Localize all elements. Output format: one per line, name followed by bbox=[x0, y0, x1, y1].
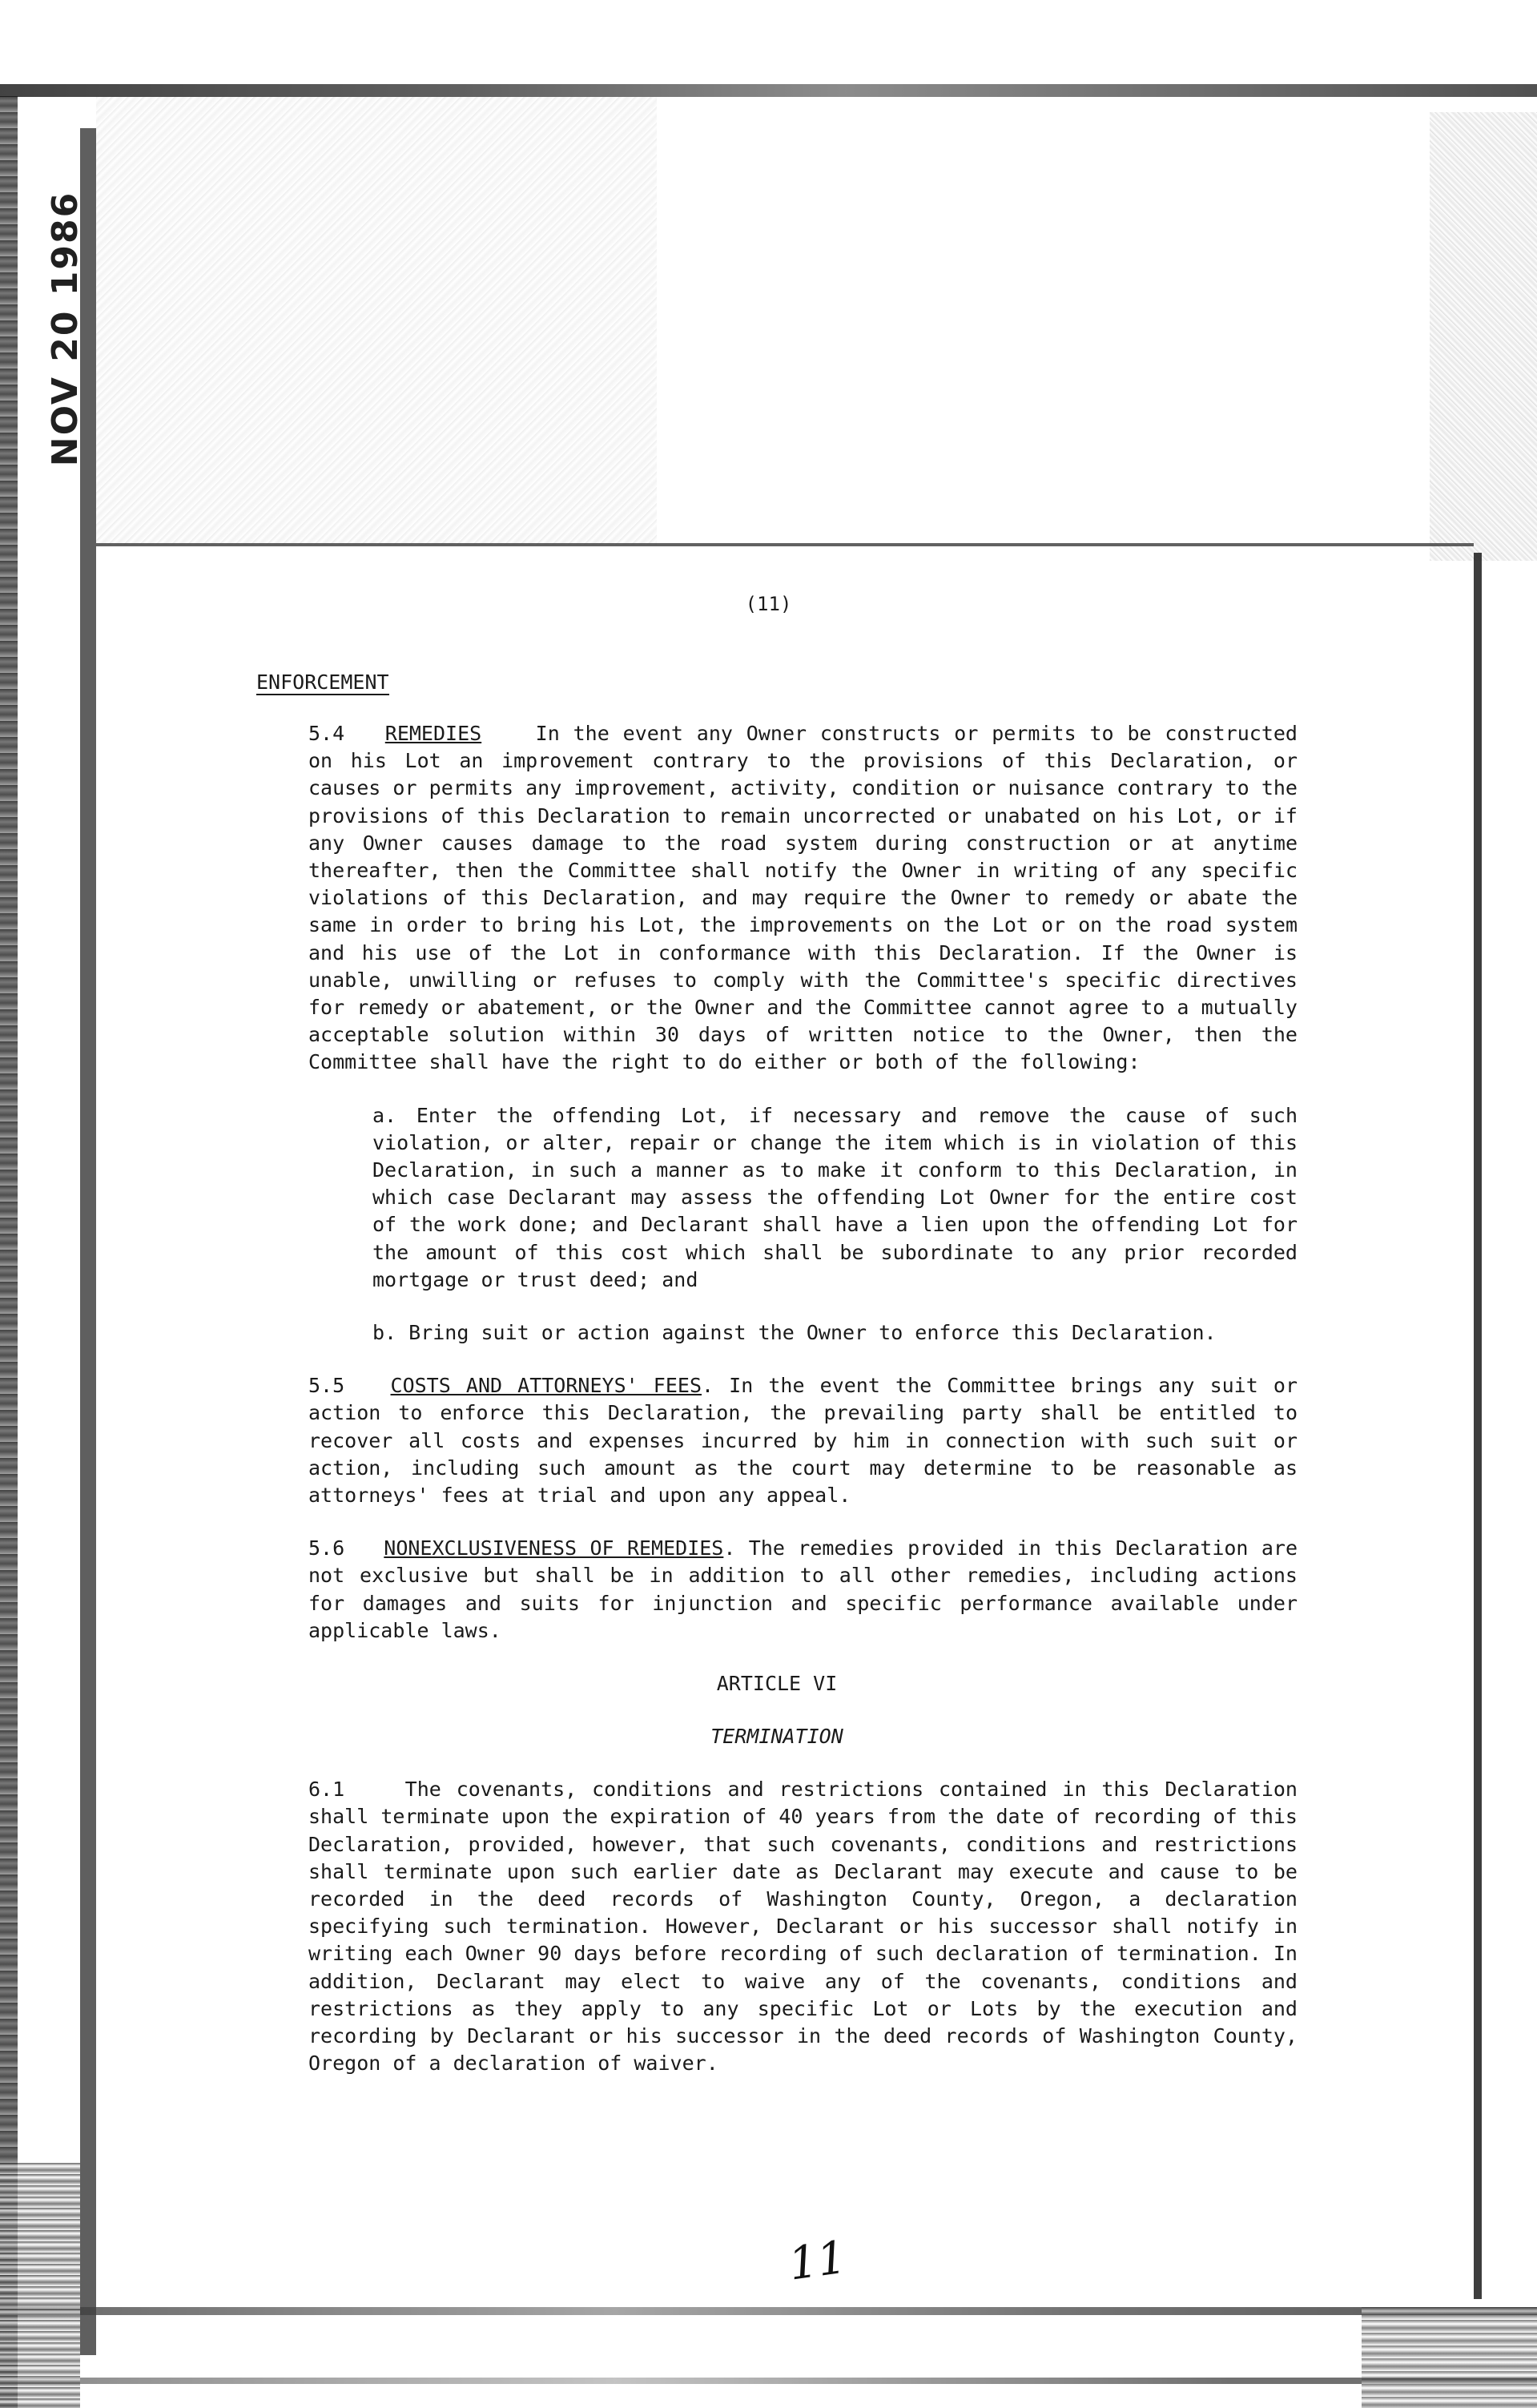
section-heading-text: ENFORCEMENT bbox=[256, 670, 389, 694]
section-5-5-number: 5.5 bbox=[308, 1374, 345, 1398]
handwritten-page-mark-text: 11 bbox=[785, 2231, 850, 2291]
section-5-6-title: NONEXCLUSIVENESS OF REMEDIES bbox=[384, 1536, 724, 1560]
section-5-5-paragraph bbox=[308, 1372, 1298, 1509]
section-5-5-title: COSTS AND ATTORNEYS' FEES bbox=[390, 1374, 702, 1398]
section-5-6-number: 5.6 bbox=[308, 1536, 345, 1560]
section-5-5-text: . In the event the Committee brings any suit or action to enforce this Declaration, the prevailing party shall be entitled to recover all costs and expenses incurred by him in connection with such suit or action, including such amount as the court may determine to be reasonable as attorneys' fees at trial and upon any appeal. bbox=[308, 1374, 1298, 1508]
page-number-text: (11) bbox=[745, 593, 792, 615]
section-5-4 bbox=[308, 720, 1298, 1102]
scan-edge-top bbox=[0, 84, 1537, 97]
date-stamp bbox=[42, 191, 90, 466]
section-6-1-number: 6.1 bbox=[308, 1778, 345, 1802]
section-5-4-items bbox=[372, 1102, 1298, 1373]
document-body bbox=[256, 669, 1298, 2077]
section-5-4-title: REMEDIES bbox=[384, 722, 482, 745]
section-6-1 bbox=[308, 1776, 1298, 2077]
section-heading bbox=[256, 669, 1298, 696]
section-5-5 bbox=[308, 1372, 1298, 1535]
list-item-b: b. Bring suit or action against the Owner to enforce this Declaration. bbox=[372, 1321, 1217, 1345]
section-6-1-paragraph bbox=[308, 1776, 1298, 2077]
scan-rule-top bbox=[96, 543, 1474, 546]
section-5-6 bbox=[308, 1535, 1298, 1670]
scan-edge-bottom bbox=[0, 2307, 1537, 2315]
article-heading: ARTICLE VI bbox=[716, 1672, 838, 1696]
date-stamp-text: NOV 20 1986 bbox=[45, 191, 87, 466]
handwritten-page-mark bbox=[786, 2231, 850, 2290]
scan-edge-right bbox=[1474, 553, 1482, 2299]
section-5-6-text: . The remedies provided in this Declaration are not exclusive but shall be in addition to all other remedies, including actions for damages and suits for injunction and specific performance available under applicable laws. bbox=[308, 1536, 1298, 1642]
scan-edge-bottom-2 bbox=[0, 2378, 1537, 2384]
section-5-4-number: 5.4 bbox=[308, 722, 345, 745]
scan-edge-left bbox=[0, 96, 18, 2408]
scan-noise-bottom-right bbox=[1362, 2307, 1537, 2408]
section-5-4-paragraph bbox=[308, 720, 1298, 1077]
section-5-6-paragraph bbox=[308, 1535, 1298, 1645]
scan-noise-top bbox=[96, 96, 657, 545]
section-5-4-text: In the event any Owner constructs or permits to be constructed on his Lot an improvement contrary to the provisions of this Declaration, or causes or permits any improvement, activity, condition or nuisance contrary to the provisions of this Declaration to remain uncorrected or unabated on his Lot, or if any Owner causes damage to the road system during construction or at anytime thereafter, then the Committee shall notify the Owner in writing of any specific violations of this Declaration, and may require the Owner to remedy or abate the same in order to bring his Lot, the improvements on the Lot or on the road system and his use of the Lot in conformance with this Declaration. If the Owner is unable, unwilling or refuses to comply with the Committee's specific directives for remedy or abatement, or the Owner and the Committee cannot agree to a mutually acceptable solution within 30 days of written notice to the Owner, then the Committee shall have the right to do either or both of the following: bbox=[308, 722, 1298, 1074]
scan-noise-bottom-left bbox=[0, 2163, 80, 2408]
page-number bbox=[0, 593, 1537, 615]
list-item-a: a. Enter the offending Lot, if necessary and remove the cause of such violation, or alter, repair or change the item which is in violation of this Declaration, in such a manner as to make it conform to this Declaration, in which case Declarant may assess the offending Lot Owner for the entire cost of the work done; and Declarant shall have a lien upon the offending Lot for the amount of this cost which shall be subordinate to any prior recorded mortgage or trust deed; and bbox=[372, 1103, 1298, 1291]
scan-noise-right bbox=[1430, 112, 1537, 561]
article-title: TERMINATION bbox=[710, 1725, 843, 1749]
section-6-1-text: The covenants, conditions and restrictions contained in this Declaration shall terminate upon the expiration of 40 years from the date of recording of this Declaration, provided, however, that such covenants, conditions and restrictions shall terminate upon such earlier date as Declarant may execute and cause to be recorded in the deed records of Washington County, Oregon, a declaration specifying such termination. However, Declarant or his successor shall notify in writing each Owner 90 days before recording of such declaration of termination. In addition, Declarant may elect to waive any of the covenants, conditions and restrictions as they apply to any specific Lot or Lots by the execution and recording by Declarant or his successor in the deed records of Washington County, Oregon of a declaration of waiver. bbox=[308, 1778, 1298, 2076]
